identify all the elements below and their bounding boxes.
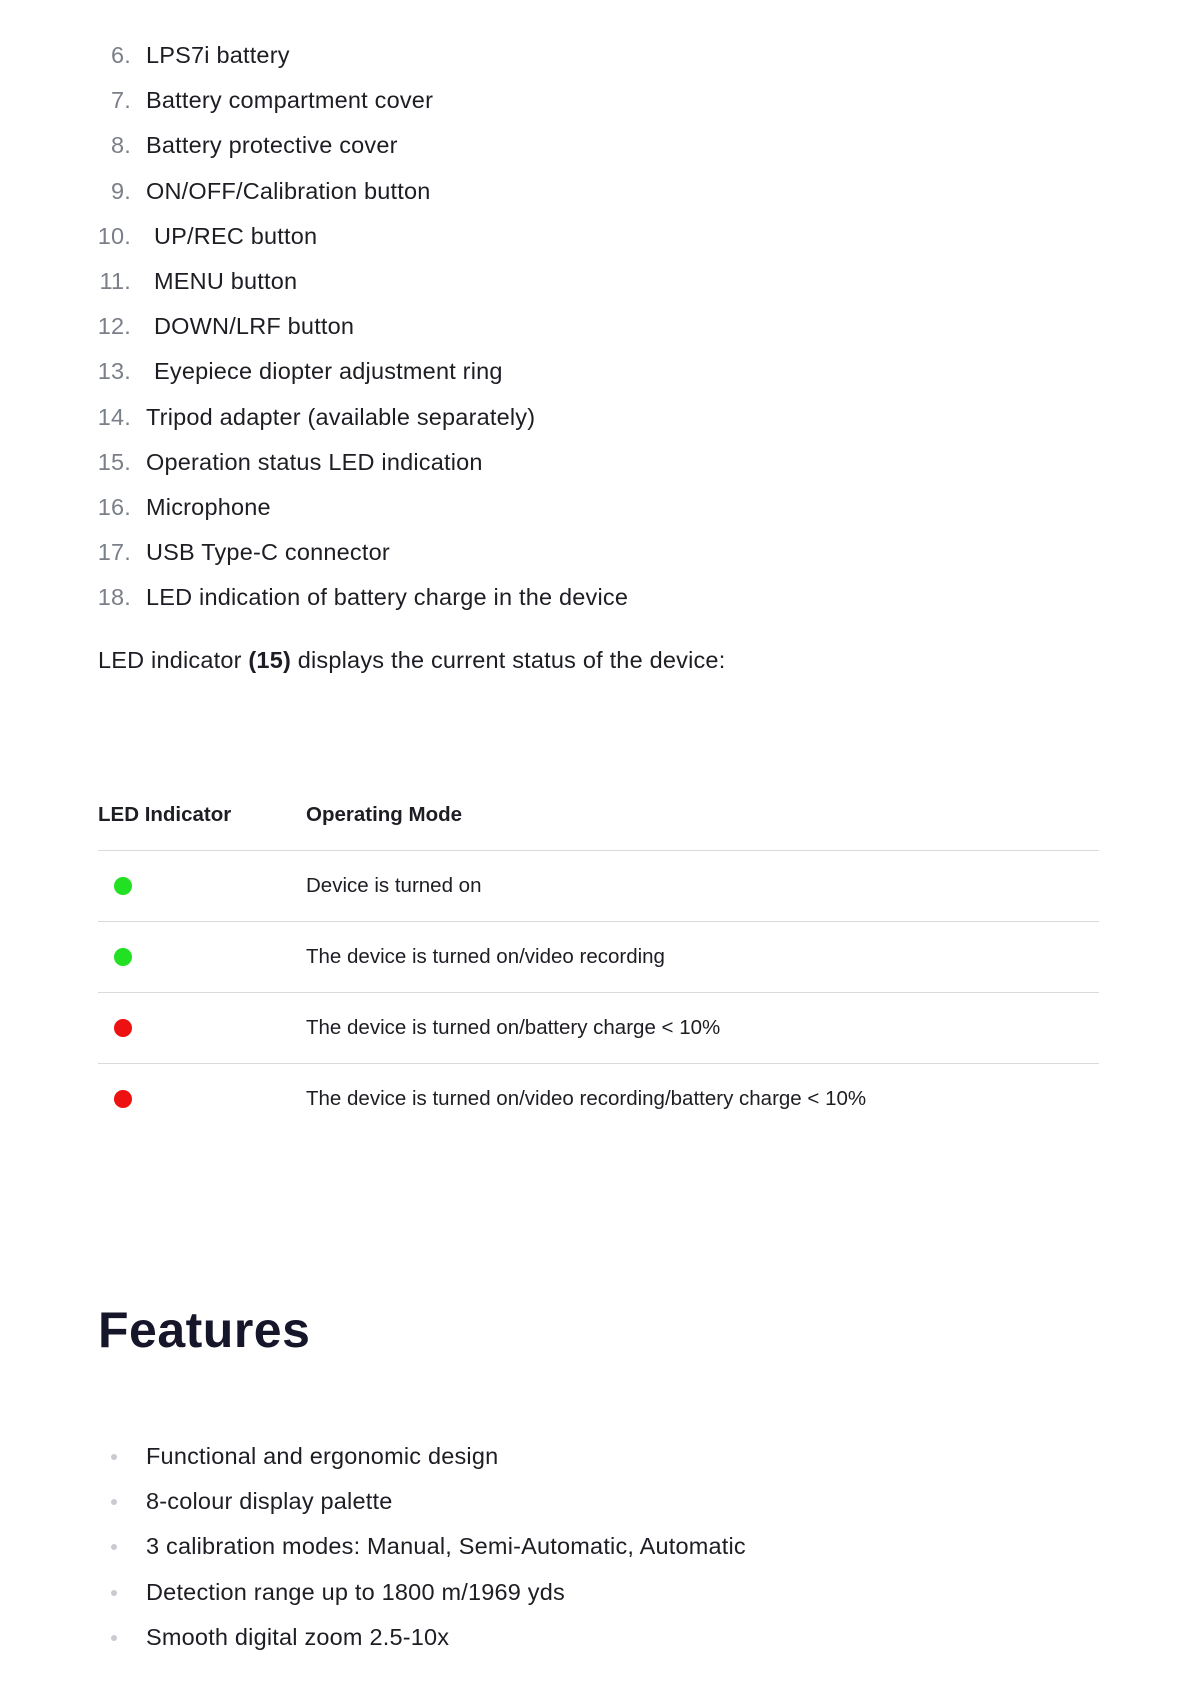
- feature-text: 8-colour display palette: [146, 1488, 393, 1515]
- item-label: UP/REC button: [154, 222, 318, 249]
- led-intro-paragraph: [98, 640, 725, 680]
- column-header-mode: Operating Mode: [306, 803, 463, 826]
- table-row: [98, 993, 1099, 1064]
- operating-mode: The device is turned on/battery charge < 10%: [306, 1016, 721, 1039]
- item-number: 17.: [97, 539, 131, 566]
- item-label: USB Type-C connector: [146, 539, 390, 566]
- item-label: Battery compartment cover: [146, 87, 434, 114]
- item-number: 18.: [97, 584, 131, 611]
- table-row: [98, 1064, 1099, 1134]
- led-dot-icon: [114, 877, 132, 895]
- item-number: 10.: [97, 222, 131, 249]
- item-label: Tripod adapter (available separately): [146, 403, 536, 430]
- feature-text: 3 calibration modes: Manual, Semi-Automatic, Automatic: [146, 1533, 746, 1560]
- item-label: Eyepiece diopter adjustment ring: [154, 358, 503, 385]
- item-number: 16.: [97, 493, 131, 520]
- item-number: 13.: [97, 358, 131, 385]
- bullet-icon: [111, 1454, 117, 1460]
- item-label: ON/OFF/Calibration button: [146, 177, 431, 204]
- bullet-icon: [111, 1590, 117, 1596]
- table-header: [98, 795, 1099, 851]
- operating-mode: The device is turned on/video recording/battery charge < 10%: [306, 1087, 867, 1110]
- item-label: LPS7i battery: [146, 42, 290, 68]
- feature-text: Smooth digital zoom 2.5-10x: [146, 1623, 450, 1650]
- item-label: DOWN/LRF button: [154, 313, 355, 340]
- item-label: Microphone: [146, 493, 271, 520]
- intro-text-before: LED indicator: [98, 647, 249, 673]
- feature-text: Detection range up to 1800 m/1969 yds: [146, 1578, 565, 1605]
- item-label: LED indication of battery charge in the device: [146, 584, 629, 611]
- bullet-icon: [111, 1635, 117, 1641]
- led-status-table: [98, 795, 1099, 1134]
- item-number: 11.: [99, 267, 131, 294]
- intro-reference: (15): [248, 647, 291, 673]
- item-number: 12.: [97, 313, 131, 340]
- table-row: [98, 851, 1099, 922]
- item-number: 6.: [111, 42, 131, 68]
- item-label: Operation status LED indication: [146, 448, 483, 475]
- features-heading: Features: [98, 1302, 311, 1358]
- operating-mode: The device is turned on/video recording: [306, 945, 665, 968]
- led-dot-icon: [114, 1019, 132, 1037]
- item-number: 9.: [111, 177, 131, 204]
- led-dot-icon: [114, 1090, 132, 1108]
- item-number: 8.: [111, 132, 131, 159]
- item-number: 15.: [97, 448, 131, 475]
- item-label: MENU button: [154, 267, 298, 294]
- feature-text: Functional and ergonomic design: [146, 1443, 499, 1469]
- item-number: 7.: [111, 87, 131, 114]
- led-dot-icon: [114, 948, 132, 966]
- operating-mode: Device is turned on: [306, 874, 482, 897]
- item-label: Battery protective cover: [146, 132, 398, 159]
- intro-text-after: displays the current status of the device:: [291, 647, 726, 673]
- bullet-icon: [111, 1499, 117, 1505]
- table-row: [98, 922, 1099, 993]
- bullet-icon: [111, 1544, 117, 1550]
- column-header-indicator: LED Indicator: [98, 803, 232, 826]
- item-number: 14.: [97, 403, 131, 430]
